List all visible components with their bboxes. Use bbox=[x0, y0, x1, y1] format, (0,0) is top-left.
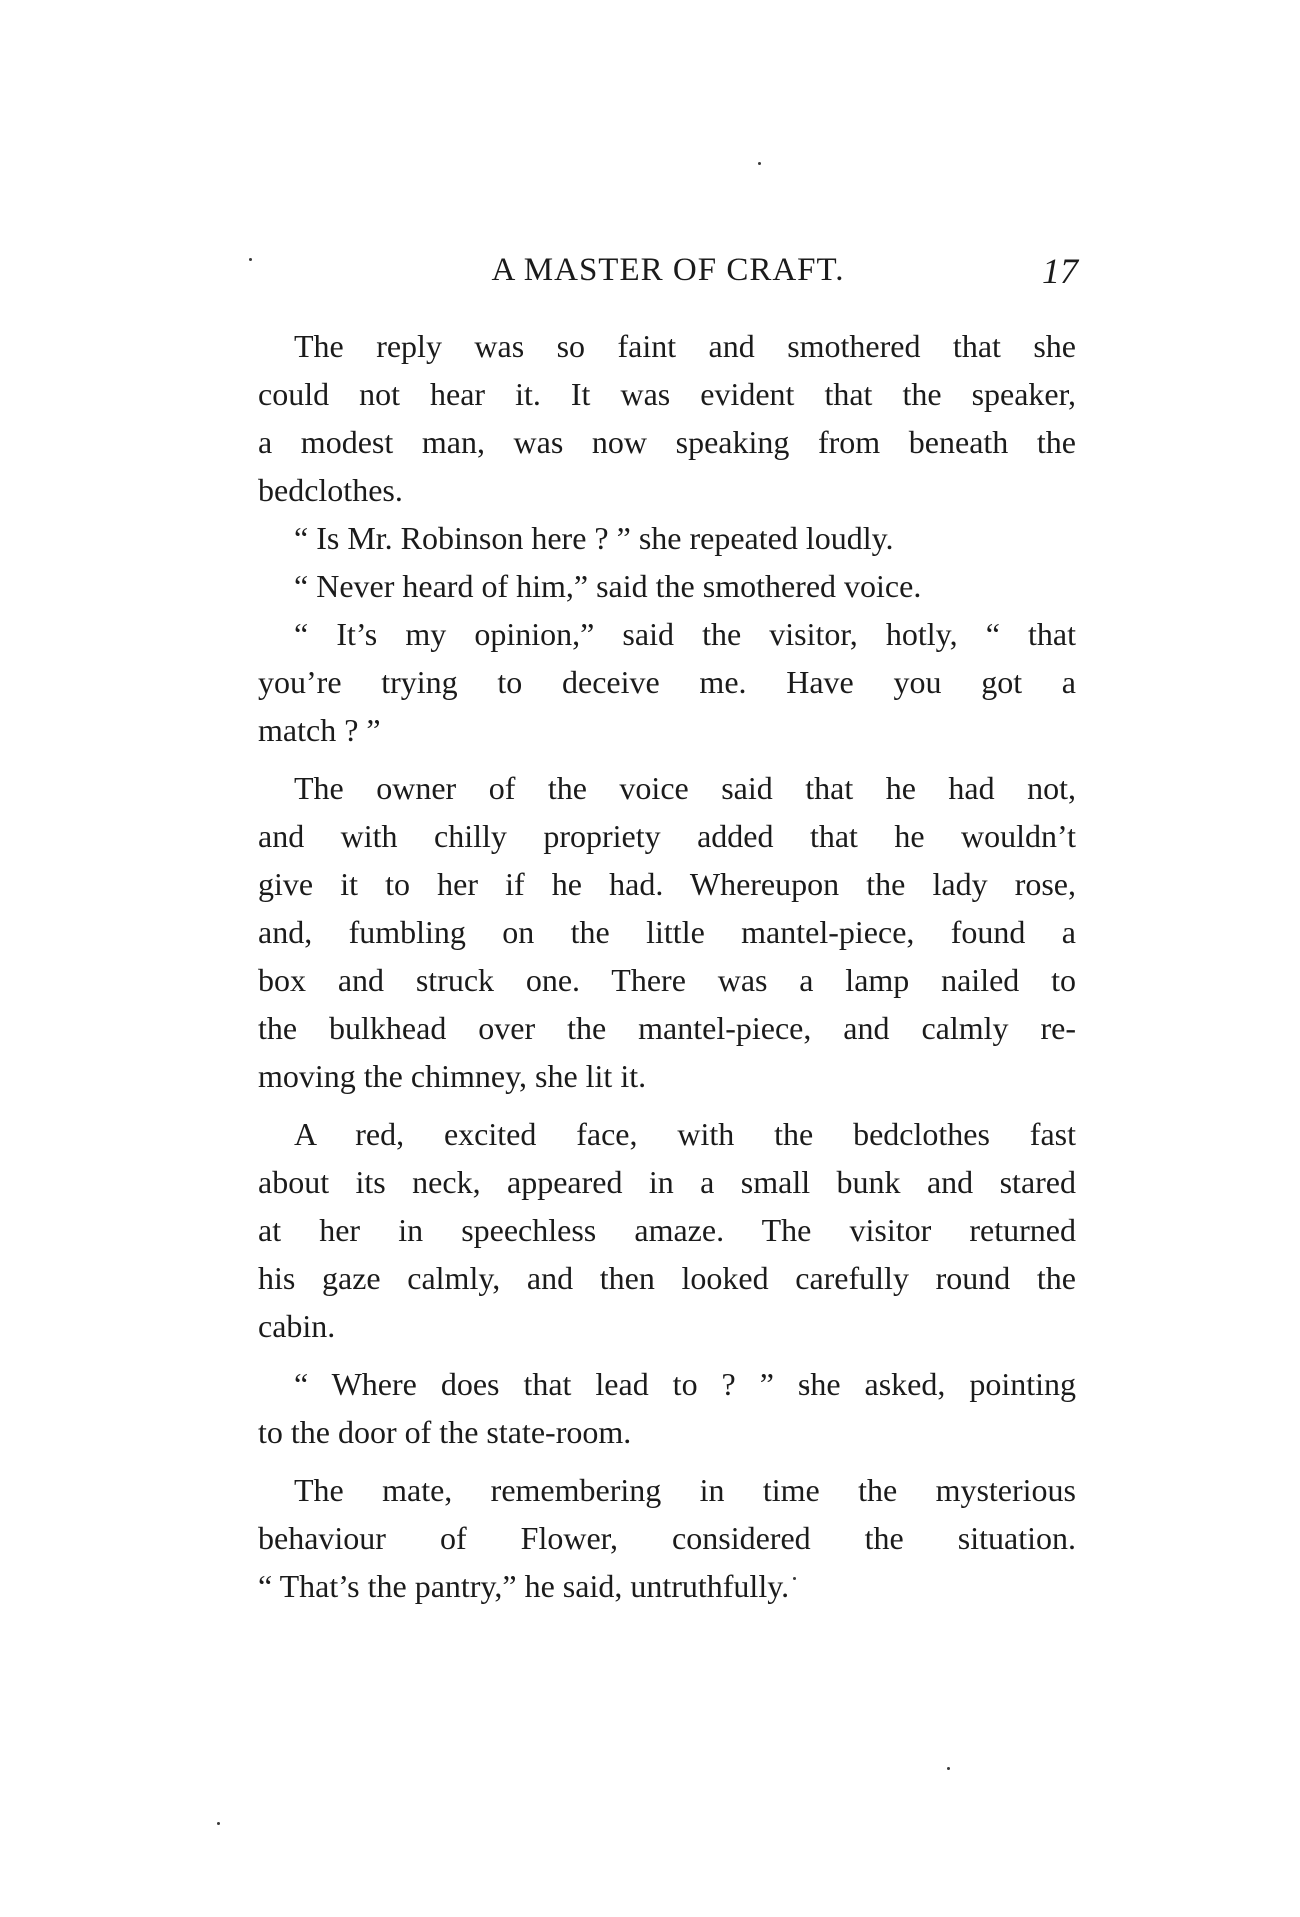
running-title: A MASTER OF CRAFT. bbox=[491, 252, 845, 288]
text-line: “ That’s the pantry,” he said, untruthfully. bbox=[258, 1568, 790, 1604]
text-line: bedclothes. bbox=[258, 472, 403, 508]
text-line: moving the chimney, she lit it. bbox=[258, 1058, 647, 1094]
paragraph bbox=[258, 610, 1076, 754]
text-line: at her in speechless amaze. The visitor returned bbox=[258, 1212, 1076, 1248]
page-number: 17 bbox=[1042, 251, 1078, 291]
text-line: you’re trying to deceive me. Have you got a bbox=[258, 664, 1076, 700]
text-line: the bulkhead over the mantel-piece, and calmly re- bbox=[258, 1010, 1076, 1046]
text-line: to the door of the state-room. bbox=[258, 1414, 632, 1450]
ink-speck bbox=[758, 162, 761, 165]
text-line: “ It’s my opinion,” said the visitor, hotly, “ that bbox=[294, 616, 1076, 652]
text-line: box and struck one. There was a lamp nailed to bbox=[258, 962, 1076, 998]
paragraph bbox=[258, 764, 1076, 1100]
paragraph bbox=[258, 1360, 1076, 1456]
text-line: “ Where does that lead to ? ” she asked, pointing bbox=[294, 1366, 1076, 1402]
paragraph bbox=[258, 322, 1076, 514]
text-line: and with chilly propriety added that he wouldn’t bbox=[258, 818, 1076, 854]
text-line: give it to her if he had. Whereupon the lady rose, bbox=[258, 866, 1076, 902]
ink-speck bbox=[217, 1822, 220, 1825]
text-line: A red, excited face, with the bedclothes fast bbox=[294, 1116, 1076, 1152]
text-line: “ Is Mr. Robinson here ? ” she repeated loudly. bbox=[294, 520, 894, 556]
text-line: behaviour of Flower, considered the situation. bbox=[258, 1520, 1076, 1556]
text-line: and, fumbling on the little mantel-piece, found a bbox=[258, 914, 1076, 950]
text-line: The reply was so faint and smothered that she bbox=[294, 328, 1076, 364]
ink-speck bbox=[947, 1767, 950, 1770]
text-line: about its neck, appeared in a small bunk and stared bbox=[258, 1164, 1076, 1200]
text-line: could not hear it. It was evident that the speaker, bbox=[258, 376, 1076, 412]
text-line: his gaze calmly, and then looked carefully round the bbox=[258, 1260, 1076, 1296]
text-line: The mate, remembering in time the mysterious bbox=[294, 1472, 1076, 1508]
paragraph bbox=[258, 1466, 1076, 1610]
text-line: match ? ” bbox=[258, 712, 381, 748]
text-line: a modest man, was now speaking from beneath the bbox=[258, 424, 1076, 460]
paragraph bbox=[258, 1110, 1076, 1350]
ink-speck bbox=[249, 258, 252, 261]
text-line: cabin. bbox=[258, 1308, 336, 1344]
text-line: The owner of the voice said that he had not, bbox=[294, 770, 1076, 806]
running-head bbox=[258, 250, 1078, 300]
paragraph bbox=[258, 562, 1076, 610]
paragraph bbox=[258, 514, 1076, 562]
text-line: “ Never heard of him,” said the smothered voice. bbox=[294, 568, 922, 604]
body-text bbox=[258, 322, 1076, 1610]
